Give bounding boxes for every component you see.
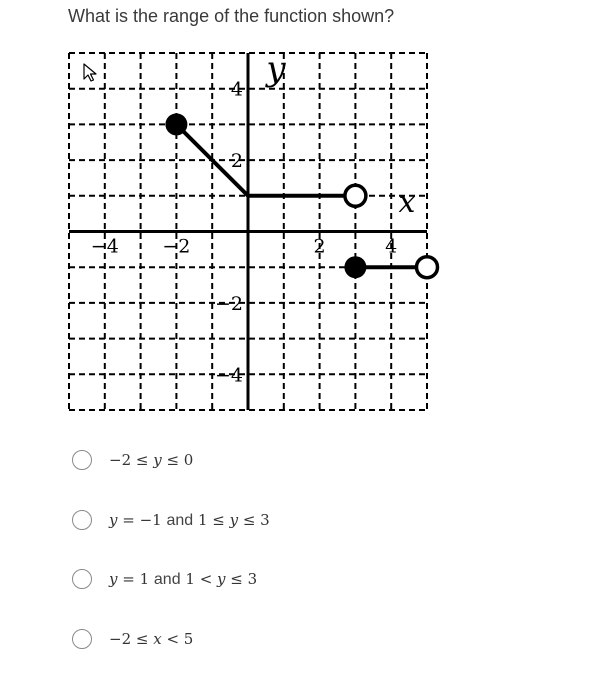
question-text: What is the range of the function shown? [68,6,395,26]
radio-button-d[interactable] [72,629,92,649]
choice-text-part: −2 ≤ [109,629,154,648]
y-tick-label: −2 [214,292,243,315]
choice-text-part: 1 < [180,569,218,588]
choice-text-part: −2 ≤ [109,450,154,469]
x-tick-label: 4 [385,235,398,258]
choice-text-part: ≤ 3 [238,510,270,529]
x-tick-label: −2 [162,235,191,258]
answer-choice-d[interactable] [72,625,193,653]
answer-choice-label [109,570,257,589]
choice-text-part: < 5 [161,629,194,648]
answer-choice-label [109,511,270,530]
arrow-pointer-icon [84,64,96,81]
radio-button-c[interactable] [72,569,92,589]
axes [69,53,427,410]
answer-choice-c[interactable] [72,565,257,593]
open-endpoint [417,257,438,278]
x-axis-label: x [398,185,416,220]
closed-endpoint [165,113,187,135]
answer-choice-b[interactable] [72,506,270,534]
choice-text-part: = 1 [117,569,154,588]
choice-text-part: y [153,450,162,469]
choice-text-part: y [217,569,226,588]
choice-text-part: y [229,510,239,529]
choice-text-part: ≤ 3 [225,569,258,588]
x-tick-label: −4 [90,235,119,258]
y-tick-label: 2 [230,150,243,173]
radio-button-b[interactable] [72,510,92,530]
closed-endpoint [344,256,366,278]
choice-text-part: = −1 [117,510,167,529]
choice-text-part: and [153,570,181,588]
choice-text-part: and [166,511,194,529]
y-tick-label: 4 [230,78,243,101]
choice-text-part: ≤ 0 [161,450,194,469]
choice-text-part: 1 ≤ [193,510,230,529]
x-tick-label: 2 [313,235,326,258]
answer-choice-label [109,451,193,470]
y-axis-label: y [266,49,286,89]
radio-button-a[interactable] [72,450,92,470]
answer-choice-label [109,630,193,649]
choice-text-part: y [109,569,118,588]
open-endpoint [345,185,366,206]
y-tick-label: −4 [214,364,243,387]
choice-text-part: y [109,510,118,529]
answer-choice-a[interactable] [72,446,193,474]
choice-text-part: x [153,629,162,648]
